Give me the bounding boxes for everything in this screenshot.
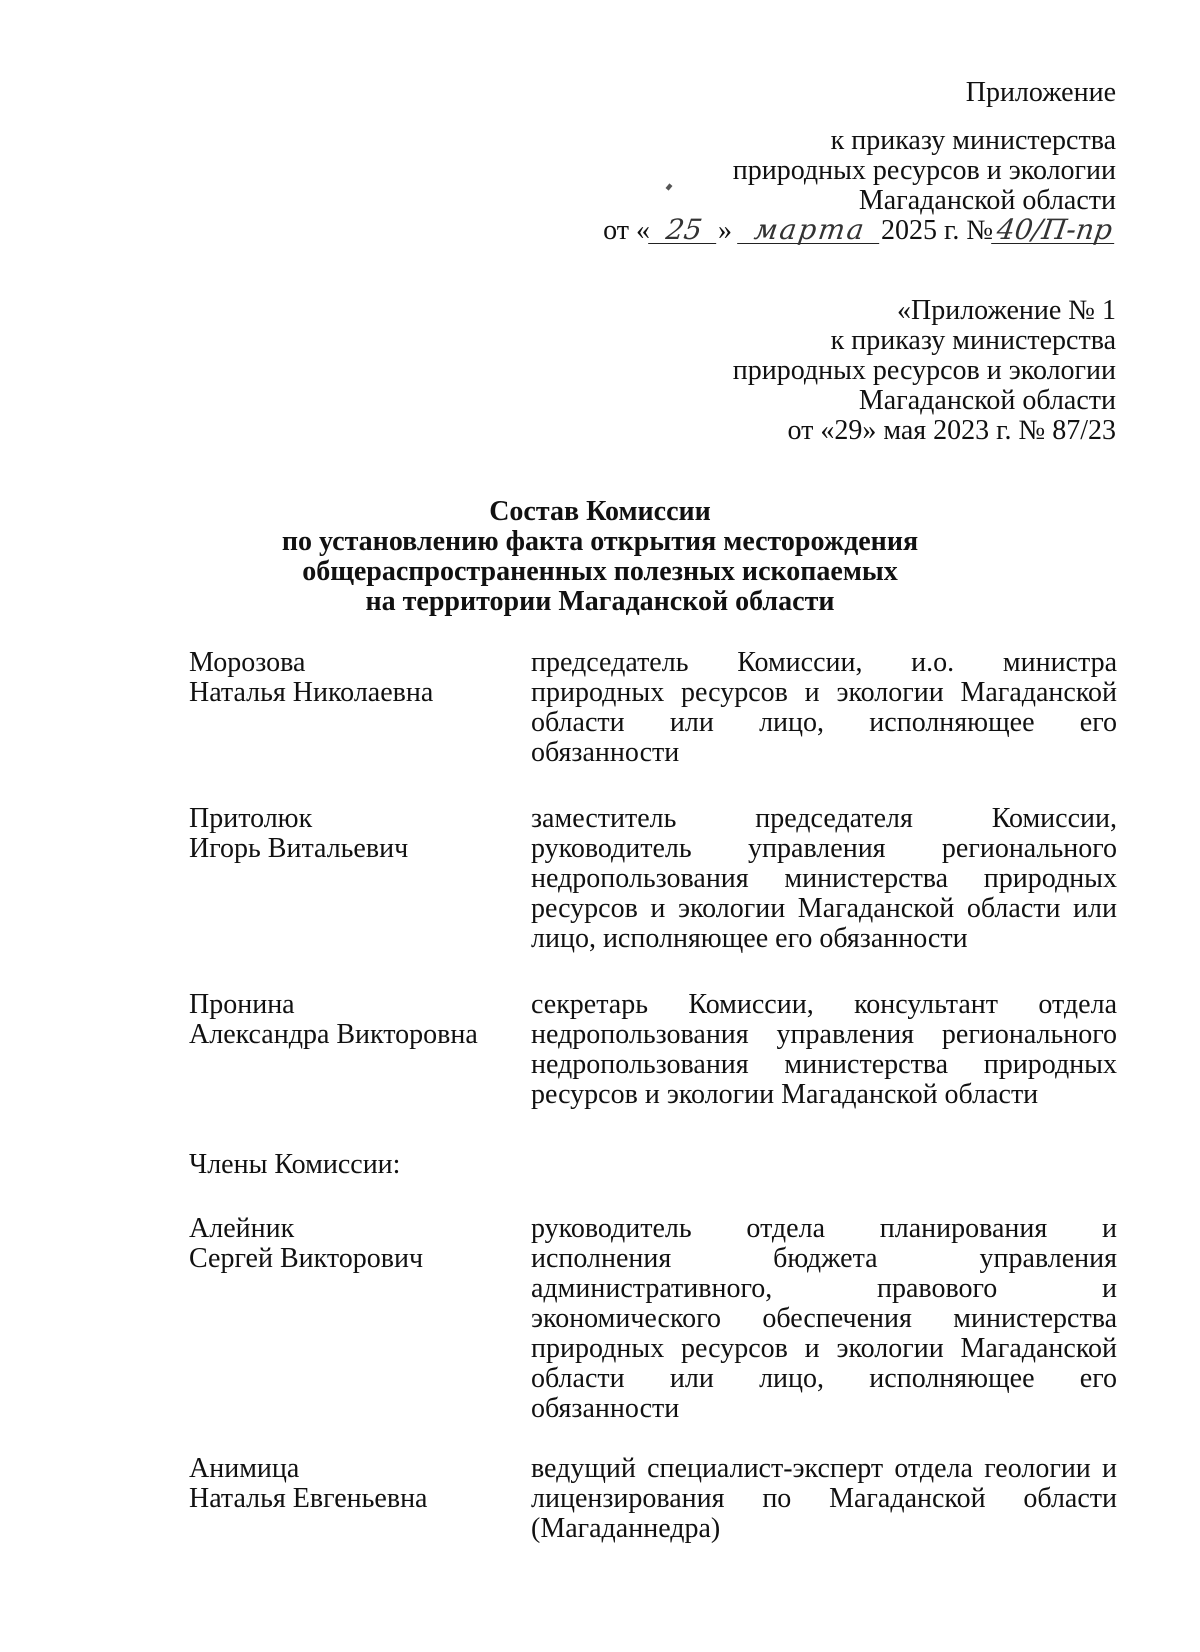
order-line: к приказу министерства xyxy=(830,125,1116,156)
document-title xyxy=(0,497,1200,617)
date-prefix: от « xyxy=(603,215,651,246)
appendix-header xyxy=(603,78,1116,246)
member-name xyxy=(189,1214,531,1424)
order-line: природных ресурсов и экологии xyxy=(732,155,1116,186)
original-order-date: от «29» мая 2023 г. № 87/23 xyxy=(787,415,1116,446)
member-role: секретарь Комиссии, консультант отдела недропользования управления регионального недропользования министерства природных ресурсов и экологии Магаданской области xyxy=(531,989,1117,1110)
original-order-line: Магаданской области xyxy=(858,385,1116,416)
member-row xyxy=(189,1454,1117,1544)
title-line: по установлению факта открытия месторождения xyxy=(281,526,919,557)
original-order-line: природных ресурсов и экологии xyxy=(732,355,1116,386)
title-line: Состав Комиссии xyxy=(489,496,711,527)
member-role: председатель Комиссии, и.о. министра природных ресурсов и экологии Магаданской области или лицо, исполняющее его обязанности xyxy=(531,647,1117,768)
member-surname: Анимица xyxy=(189,1453,300,1484)
member-given-name: Александра Викторовна xyxy=(189,1019,478,1050)
order-date-line xyxy=(603,213,1116,246)
member-row xyxy=(189,648,1117,768)
member-name xyxy=(189,648,531,768)
member-role: заместитель председателя Комиссии, руководитель управления регионального недропользования министерства природных ресурсов и экологии Магаданской области или лицо, исполняющее его обязанности xyxy=(531,803,1117,954)
original-appendix-header xyxy=(733,296,1116,446)
title-line: общераспространенных полезных ископаемых xyxy=(302,556,898,587)
member-surname: Притолюк xyxy=(189,803,313,834)
original-appendix-title: «Приложение № 1 xyxy=(897,295,1116,326)
handwritten-month: марта xyxy=(737,217,883,244)
member-surname: Пронина xyxy=(189,989,295,1020)
handwritten-order-number: 40/П-пр xyxy=(991,217,1118,244)
member-role: ведущий специалист-эксперт отдела геологии и лицензирования по Магаданской области (Магаданнедра) xyxy=(531,1453,1117,1544)
member-row xyxy=(189,1214,1117,1424)
appendix-title: Приложение xyxy=(965,77,1116,108)
member-row xyxy=(189,990,1117,1110)
member-surname: Морозова xyxy=(189,647,306,678)
title-line: на территории Магаданской области xyxy=(365,586,835,617)
date-mid: » xyxy=(718,215,740,246)
member-given-name: Наталья Евгеньевна xyxy=(189,1483,428,1514)
member-name xyxy=(189,1454,531,1544)
member-name xyxy=(189,990,531,1110)
members-section-label: Члены Комиссии: xyxy=(189,1149,401,1180)
date-year: 2025 г. № xyxy=(881,215,994,246)
order-line: Магаданской области xyxy=(858,185,1116,216)
member-row xyxy=(189,804,1117,954)
original-order-line: к приказу министерства xyxy=(830,325,1116,356)
member-given-name: Игорь Витальевич xyxy=(189,833,409,864)
member-role: руководитель отдела планирования и исполнения бюджета управления административного, правового и экономического обеспечения министерства природных ресурсов и экологии Магаданской области или лицо, исполняющее его обязанности xyxy=(531,1213,1117,1424)
member-given-name: Сергей Викторович xyxy=(189,1243,424,1274)
member-surname: Алейник xyxy=(189,1213,295,1244)
member-given-name: Наталья Николаевна xyxy=(189,677,434,708)
commission-members xyxy=(189,648,1117,1574)
handwritten-day: 25 xyxy=(648,217,720,244)
member-name xyxy=(189,804,531,954)
